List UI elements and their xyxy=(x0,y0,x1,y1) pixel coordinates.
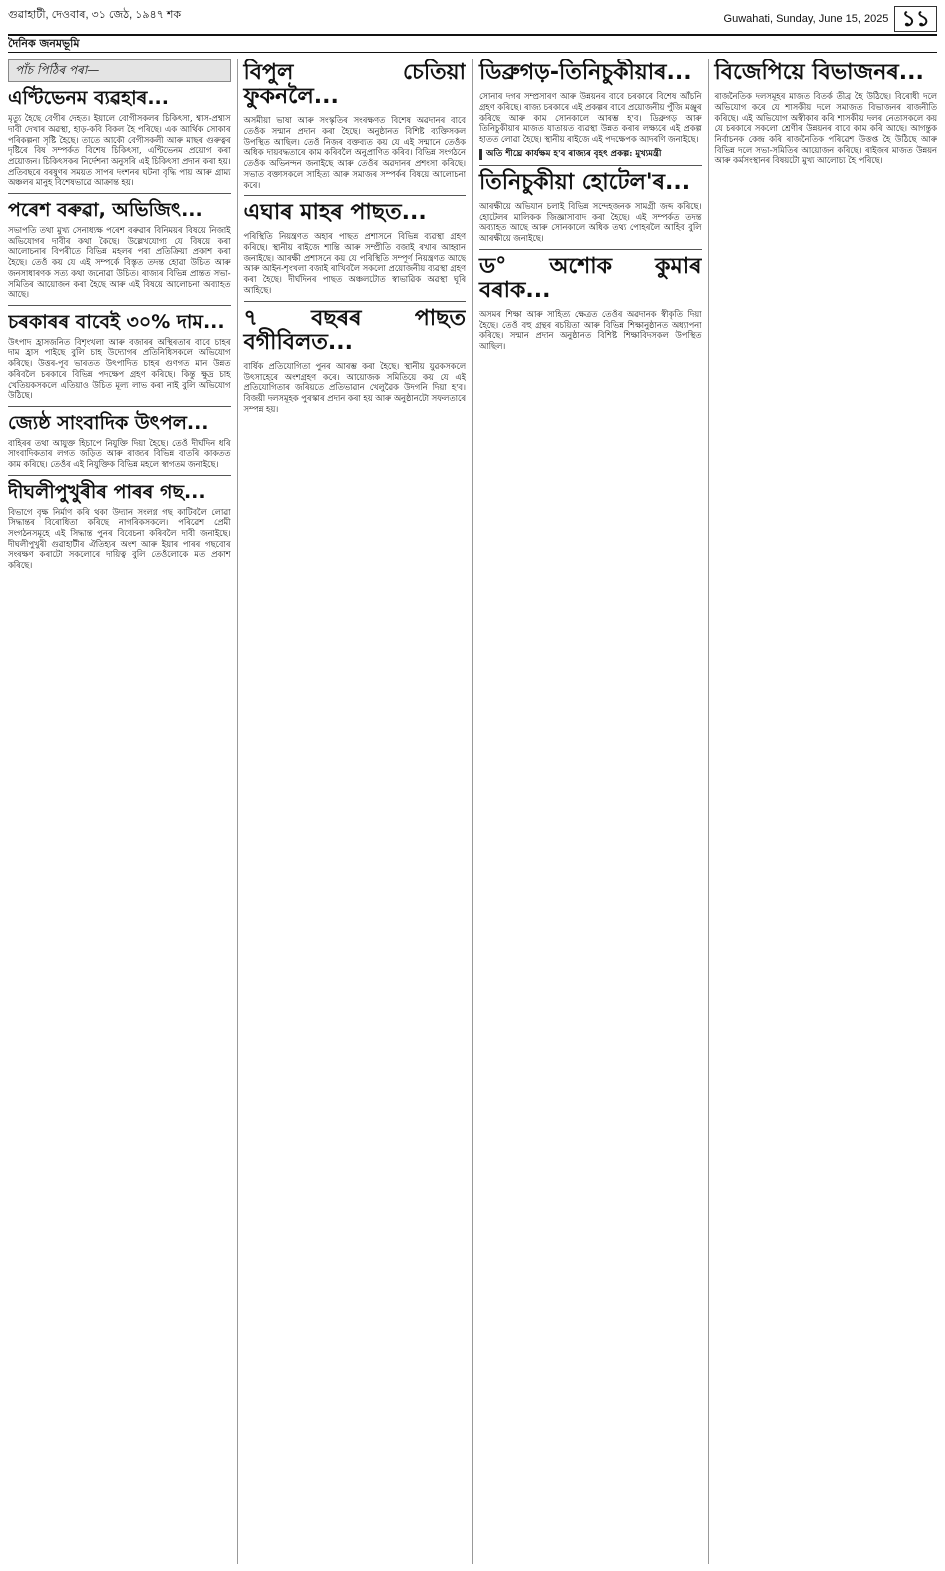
seven-body: বাৰ্ষিক প্ৰতিযোগিতা পুনৰ আৰম্ভ কৰা হৈছে। স্থানীয় যুৱকসকলে উৎসাহেৰে অংশগ্ৰহণ কৰে। আয়োজক সমিতিয়ে কয় যে এই প্ৰতিযোগিতাৰ জৰিয়তে প্ৰতিভাৱান খেলুৱৈক উদগনি দিয়া হ'ব। বিজয়ী দলসমূহক পুৰস্কাৰ প্ৰদান কৰা হয় আৰু অনুষ্ঠানটো সফলতাৰে সম্পন্ন হয়। xyxy=(243,360,466,414)
akhil-body: সভাপতি তথা মুখ্য সেনাধ্যক্ষ পৰেশ বৰুৱাৰ বিনিময়ৰ বিষয়ে নিজাই অভিযোগৰ দাবীৰ কথা কৈছে। উল্লেখযোগ্য যে বিষয়ে কৰা আলোচনাৰ বিপৰীতে বিভিন্ন মহলৰ পৰা প্ৰতিক্ৰিয়া প্ৰকাশ কৰা হৈছে। তেওঁ কয় যে এই সম্পৰ্কে বিস্তৃত তদন্ত হোৱা উচিত আৰু জনসাধাৰণক সত্য কথা জনোৱা উচিত। ৰাজ্যৰ বিভিন্ন প্ৰান্তত সভা-সমিতিৰ আয়োজন কৰা হৈছে আৰু এই বিষয়ে আলোচনা অব্যাহত আছে। xyxy=(8,225,231,300)
dibrugarh-title: ডিব্ৰুগড়-তিনিচুকীয়াৰ... xyxy=(479,60,692,85)
antivenom-title: এণ্টিভেনম ব্যৱহাৰ... xyxy=(8,87,169,110)
tea-body: উৎপাদ হ্ৰাসজনিত বিশৃংখলা আৰু বজাৰৰ অস্থিৰতাৰ বাবে চাহৰ দাম হ্ৰাস পাইছে বুলি চাহ উদ্যোগৰ প্ৰতিনিধিসকলে অভিযোগ কৰিছে। উত্তৰ-পূব ভাৰতত উৎপাদিত চাহৰ গুণগত মান উন্নত কৰিবলৈ চৰকাৰে বিভিন্ন পদক্ষেপ গ্ৰহণ কৰিছে। কিন্তু ক্ষুদ্ৰ চাহ খেতিয়কসকলে এতিয়াও উচিত মূল্য লাভ কৰা নাই বুলি অভিযোগ উঠিছে। xyxy=(8,336,231,401)
divider xyxy=(8,193,231,194)
brand-bar xyxy=(8,34,937,53)
divider xyxy=(8,305,231,306)
bipul-title: বিপুল চেতিয়া ফুকনলৈ... xyxy=(243,60,466,110)
bipul-body: অসমীয়া ভাষা আৰু সংস্কৃতিৰ সংৰক্ষণত বিশেষ অৱদানৰ বাবে তেওঁক সন্মান প্ৰদান কৰা হৈছে। অনুষ্ঠানত বিশিষ্ট ব্যক্তিসকল উপস্থিত আছিল। তেওঁ নিজৰ বক্তব্যত কয় যে এই সন্মানে তেওঁক অধিক দায়বদ্ধতাৰে কাম কৰিবলৈ অনুপ্ৰাণিত কৰিব। বিভিন্ন সংগঠনে তেওঁক অভিনন্দন জনাইছে আৰু তেওঁৰ অৱদানৰ প্ৰশংসা কৰিছে। সভাত বক্তাসকলে সাহিত্য আৰু সমাজৰ সম্পৰ্কৰ বিষয়ে আলোচনা কৰে। xyxy=(243,115,466,190)
divider xyxy=(8,406,231,407)
divider xyxy=(479,249,702,250)
dighali-body: বিভাগে বৃক্ষ নিৰ্মাণ কৰি থকা উদ্যান সংলগ্ন গছ কাটিবলৈ লোৱা সিদ্ধান্তৰ বিৰোধিতা কৰিছে নাগৰিকসকলে। পৰিৱেশ প্ৰেমী সংগঠনসমূহে এই সিদ্ধান্ত পুনৰ বিবেচনা কৰিবলৈ দাবী জনাইছে। দীঘলীপুখুৰী গুৱাহাটীৰ ঐতিহ্যৰ অংশ আৰু ইয়াৰ পাৰৰ গছবোৰ সংৰক্ষণ কৰাটো সকলোৰে দায়িত্ব বুলি তেওঁলোকে মত প্ৰকাশ কৰিছে। xyxy=(8,506,231,571)
ashok-body: অসমৰ শিক্ষা আৰু সাহিত্য ক্ষেত্ৰত তেওঁৰ অৱদানক স্বীকৃতি দিয়া হৈছে। তেওঁ বহু গ্ৰন্থৰ ৰচয়িতা আৰু বিভিন্ন শিক্ষানুষ্ঠানত অধ্যাপনা কৰিছে। সন্মান প্ৰদান অনুষ্ঠানত বিশিষ্ট শিক্ষাবিদসকল উপস্থিত আছিল। xyxy=(479,309,702,352)
page-number: ১১ xyxy=(894,6,937,32)
date-right: Guwahati, Sunday, June 15, 2025 xyxy=(723,13,889,25)
divider xyxy=(244,195,467,196)
columns xyxy=(8,59,937,1564)
akhil-title: পৰেশ বৰুৱা, অভিজিৎ... xyxy=(8,199,203,222)
journalist-body: বাহিৰৰ তথা আযুক্ত হিচাপে নিযুক্তি দিয়া হৈছে। তেওঁ দীৰ্ঘদিন ধৰি সাংবাদিকতাৰ লগত জড়িত আৰু ৰাজ্যৰ বিভিন্ন বাতৰি কাকতত কাম কৰিছে। তেওঁৰ এই নিযুক্তিক বিভিন্ন মহলে স্বাগতম জনাইছে। xyxy=(8,437,231,470)
column-4 xyxy=(708,59,938,1564)
journalist-title: জ্যেষ্ঠ সাংবাদিক উৎপল... xyxy=(8,411,209,434)
column-2 xyxy=(237,59,467,1564)
divider xyxy=(479,165,702,166)
eighteen-title: এঘাৰ মাহৰ পাছত... xyxy=(243,200,427,226)
tinsukia-title: তিনিচুকীয়া হোটেল'ৰ... xyxy=(479,169,691,195)
divider xyxy=(244,301,467,302)
dibrugarh-quote: অতি শীঘ্ৰে কাৰ্যক্ষম হ'ব ৰাজ্যৰ বৃহৎ প্ৰকল্প: মুখ্যমন্ত্ৰী xyxy=(479,149,702,160)
bjp-title: বিজেপিয়ে বিভাজনৰ... xyxy=(714,60,924,85)
column-3 xyxy=(472,59,702,1564)
section-label: পাঁচ পিঠিৰ পৰা— xyxy=(8,59,231,82)
ashok-title: ড° অশোক কুমাৰ বৰাক... xyxy=(479,253,702,303)
divider xyxy=(8,475,231,476)
page-header xyxy=(8,0,937,34)
bjp-body: ৰাজনৈতিক দলসমূহৰ মাজত বিতৰ্ক তীব্ৰ হৈ উঠিছে। বিৰোধী দলে অভিযোগ কৰে যে শাসকীয় দলে সমাজত বিভাজনৰ ৰাজনীতি কৰিছে। এই অভিযোগ অস্বীকাৰ কৰি শাসকীয় দলৰ নেতাসকলে কয় যে চৰকাৰে সকলো শ্ৰেণীৰ উন্নয়নৰ বাবে কাম কৰি আছে। আগন্তুক নিৰ্বাচনক কেন্দ্ৰ কৰি ৰাজনৈতিক পৰিৱেশ উত্তপ্ত হৈ উঠিছে আৰু বিভিন্ন দলে সভা-সমিতিৰ আয়োজন কৰিছে। ৰাইজৰ মাজত উন্নয়ন আৰু কৰ্মসংস্থানৰ বিষয়টো মুখ্য আলোচ্য হৈ পৰিছে। xyxy=(714,91,937,166)
tinsukia-body: আৰক্ষীয়ে অভিযান চলাই বিভিন্ন সন্দেহজনক সামগ্ৰী জব্দ কৰিছে। হোটেলৰ মালিকক জিজ্ঞাসাবাদ কৰা হৈছে। এই সম্পৰ্কত তদন্ত অব্যাহত আছে আৰু সোনকালে অধিক তথ্য পোহৰলৈ আহিব বুলি আৰক্ষীয়ে জনাইছে। xyxy=(479,200,702,243)
antivenom-body: মৃত্যু হৈছে বেগীৰ দেহত। ইয়ালে বোগীসকলৰ চিকিৎসা, শ্বাস-প্ৰশ্বাস দাবী দেখাৰ অৱস্থা, হাড়-কবি বিকল হৈ পৰিছে। এক আৰ্থিক সোকাৰ পৰিকল্পনা সৃষ্টি হৈছে। তাতে আকৌ বেগীসকলী আৰু মাছৰ গুৰুত্বৰ দৃষ্টিৰে বিষ সম্পৰ্কত বিশেষ চিকিৎসা, এণ্টিভেনম প্ৰয়োগ কৰা প্ৰয়োজন। চিকিৎসকৰ নিৰ্দেশনা অনুসৰি এই চিকিৎসা প্ৰদান কৰা হয়। প্ৰতিবছৰে বৰষুণৰ সময়ত সাপৰ দংশনৰ ঘটনা বৃদ্ধি পায় আৰু গ্ৰাম্য অঞ্চলৰ মানুহ বিশেষভাৱে আক্ৰান্ত হয়। xyxy=(8,113,231,188)
dighali-title: দীঘলীপুখুৰীৰ পাৰৰ গছ... xyxy=(8,480,206,503)
column-1 xyxy=(8,59,231,1564)
date-left: গুৱাহাটী, দেওবাৰ, ৩১ জেঠ, ১৯৪৭ শক xyxy=(8,9,182,21)
dibrugarh-body: সোনাৰ দগৰ সম্প্ৰসাৰণ আৰু উন্নয়নৰ বাবে চৰকাৰে বিশেষ আঁচনি গ্ৰহণ কৰিছে। ৰাজ্য চৰকাৰে এই প্ৰকল্পৰ বাবে প্ৰয়োজনীয় পুঁজি মঞ্জুৰ কৰিছে আৰু কাম সোনকালে আৰম্ভ হ'ব। ডিব্ৰুগড় আৰু তিনিচুকীয়াৰ মাজত যাতায়ত ব্যৱস্থা উন্নত কৰাৰ লক্ষ্যৰে এই প্ৰকল্প হাতত লোৱা হৈছে। স্থানীয় ৰাইজে এই পদক্ষেপক আদৰণি জনাইছে। xyxy=(479,91,702,144)
tea-title: চৰকাৰৰ বাবেই ৩০% দাম... xyxy=(8,310,225,333)
eighteen-body: পৰিস্থিতি নিয়ন্ত্ৰণত অহাৰ পাছত প্ৰশাসনে বিভিন্ন ব্যৱস্থা গ্ৰহণ কৰিছে। স্থানীয় ৰাইজে শান্তি আৰু সম্প্ৰীতি বজাই ৰখাৰ আহ্বান জনাইছে। আৰক্ষী প্ৰশাসনে কয় যে পৰিস্থিতি সম্পূৰ্ণ নিয়ন্ত্ৰণত আছে আৰু আইন-শৃংখলা বজাই ৰাখিবলৈ সকলো প্ৰয়োজনীয় ব্যৱস্থা গ্ৰহণ কৰা হৈছে। দীৰ্ঘদিনৰ পাছত অঞ্চলটোত স্বাভাৱিক অৱস্থা ঘূৰি আহিছে। xyxy=(243,231,466,295)
brand-name: দৈনিক জনমভূমি xyxy=(8,36,80,50)
seven-title: ৭ বছৰৰ পাছত বগীবিলত... xyxy=(243,305,466,355)
